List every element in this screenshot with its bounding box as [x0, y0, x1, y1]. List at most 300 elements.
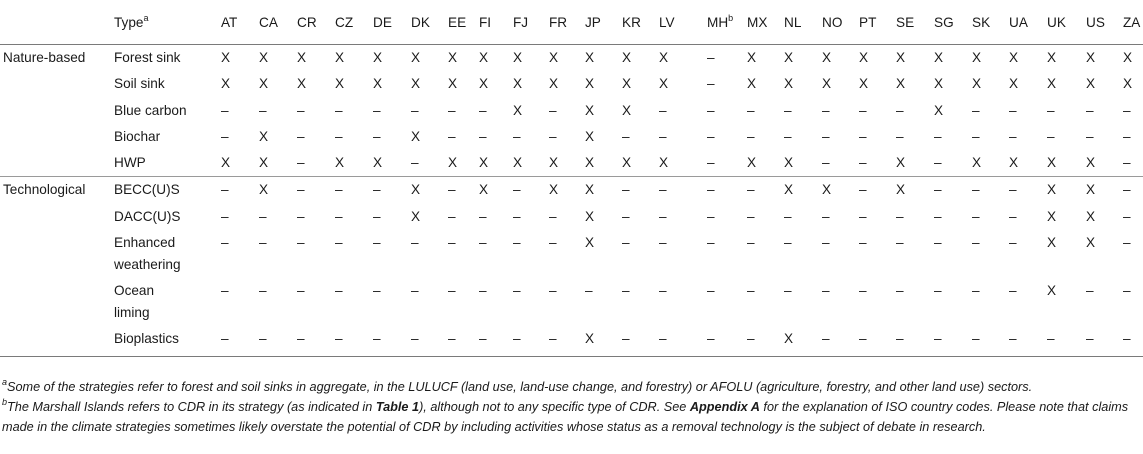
table-cell: X — [659, 50, 669, 65]
table-cell: X — [585, 177, 622, 204]
table-cell: – — [221, 208, 229, 224]
country-header-jp: JP — [585, 0, 622, 45]
table-cell: X — [896, 50, 906, 65]
footnote-a: $^a$Some of the strategies refer to forest and soil sinks in aggregate, in the LULUCF (land use, land-use change, and forestry) or AFOLU (agriculture, forestry, and other land use) sectors. — [2, 377, 1033, 394]
table-cell: X — [1009, 76, 1019, 92]
cdr-type-cell: Bioplastics — [114, 326, 221, 357]
table-cell: X — [513, 102, 523, 118]
table-cell: – — [259, 283, 267, 299]
table-cell: – — [1123, 235, 1131, 251]
table-cell: – — [335, 208, 343, 224]
table-cell: – — [1086, 102, 1094, 118]
table-cell: X — [335, 155, 345, 171]
table-cell: – — [479, 102, 487, 118]
country-header-cz: CZ — [335, 0, 373, 45]
table-cell: – — [859, 102, 867, 118]
table-cell: X — [585, 76, 595, 92]
table-row — [0, 177, 1143, 204]
table-cell: – — [784, 235, 792, 251]
table-cell: X — [1009, 50, 1019, 65]
table-footnotes — [2, 378, 1140, 437]
table-cell: – — [896, 283, 904, 299]
table-cell: – — [1009, 177, 1047, 204]
table-cell: – — [934, 155, 942, 171]
country-header-ee: EE — [448, 0, 479, 45]
country-header-se: SE — [896, 0, 934, 45]
table-cell: X — [659, 76, 669, 92]
table-cell: – — [859, 208, 867, 224]
table-row — [0, 150, 1143, 177]
table-cell: – — [784, 102, 792, 118]
table-cell: – — [373, 102, 381, 118]
country-header-ua: UA — [1009, 0, 1047, 45]
table-cell: X — [549, 76, 559, 92]
cdr-type-cell: HWP — [114, 155, 146, 171]
table-cell: – — [707, 76, 715, 92]
country-header-at: AT — [221, 0, 259, 45]
header-row — [0, 0, 1143, 45]
cdr-type-cell: DACC(U)S — [114, 208, 181, 224]
table-row — [0, 45, 1143, 72]
country-header-sg: SG — [934, 0, 972, 45]
country-header-nl: NL — [784, 0, 822, 45]
table-cell: – — [972, 102, 980, 118]
table-cell: – — [259, 326, 297, 357]
table-cell: X — [1047, 155, 1057, 171]
table-cell: – — [972, 208, 980, 224]
table-cell: – — [1086, 283, 1094, 299]
table-cell: – — [622, 177, 659, 204]
table-cell: – — [549, 326, 585, 357]
table-cell: – — [972, 128, 980, 144]
table-cell: – — [707, 208, 715, 224]
table-cell: X — [479, 76, 489, 92]
table-cell: – — [513, 283, 521, 299]
table-cell: – — [335, 128, 343, 144]
table-cell: – — [1009, 102, 1017, 118]
table-row — [0, 230, 1143, 278]
table-cell: – — [972, 283, 980, 299]
table-cell: – — [411, 283, 419, 299]
group-header-cell — [0, 0, 114, 45]
table-cell: – — [859, 235, 867, 251]
group-spacer — [0, 124, 114, 150]
table-cell: – — [747, 102, 755, 118]
table-cell: X — [972, 76, 982, 92]
country-header-pt: PT — [859, 0, 896, 45]
table-cell: – — [934, 208, 942, 224]
table-cell: X — [479, 155, 489, 171]
table-cell: – — [707, 128, 715, 144]
table-cell: – — [1009, 283, 1017, 299]
table-cell: – — [1047, 128, 1055, 144]
table-cell: X — [373, 155, 383, 171]
table-cell: – — [448, 326, 479, 357]
group-spacer — [0, 98, 114, 124]
table-cell: X — [549, 155, 559, 171]
table-cell: – — [513, 177, 549, 204]
cdr-type-cell: Biochar — [114, 128, 161, 144]
table-cell: X — [549, 50, 559, 65]
table-cell: – — [221, 283, 229, 299]
table-cell: X — [411, 76, 421, 92]
table-cell: – — [622, 283, 630, 299]
table-cell: X — [747, 155, 757, 171]
table-cell: X — [896, 177, 934, 204]
table-cell: – — [659, 235, 667, 251]
table-cell: X — [448, 155, 458, 171]
country-header-fj: FJ — [513, 0, 549, 45]
table-cell: X — [1009, 155, 1019, 171]
cdr-type-cell: Enhanced weathering — [114, 235, 181, 273]
country-header-us: US — [1086, 0, 1123, 45]
table-row — [0, 204, 1143, 230]
table-cell: X — [1123, 76, 1133, 92]
table-cell: – — [659, 177, 707, 204]
table-cell: – — [335, 235, 343, 251]
table-cell: X — [585, 128, 595, 144]
table-cell: – — [896, 208, 904, 224]
table-cell: X — [1047, 208, 1057, 224]
table-cell: – — [707, 283, 715, 299]
table-cell: – — [707, 235, 715, 251]
table-cell: X — [221, 76, 231, 92]
table-cell: – — [707, 102, 715, 118]
table-cell: – — [1123, 283, 1131, 299]
table-cell: – — [448, 208, 456, 224]
table-cell: – — [1047, 326, 1086, 357]
table-cell: X — [513, 50, 523, 65]
table-cell: – — [297, 326, 335, 357]
table-cell: – — [297, 128, 305, 144]
table-cell: X — [221, 155, 231, 171]
table-cell: X — [513, 155, 523, 171]
table-cell: – — [373, 235, 381, 251]
table-cell: – — [1123, 155, 1131, 171]
table-cell: – — [513, 326, 549, 357]
table-cell: X — [784, 76, 794, 92]
table-cell: – — [411, 102, 419, 118]
table-cell: – — [859, 128, 867, 144]
table-cell: – — [335, 283, 343, 299]
table-row — [0, 98, 1143, 124]
table-cell: X — [448, 50, 458, 65]
table-cell: – — [896, 326, 934, 357]
table-cell: – — [896, 102, 904, 118]
table-cell: X — [221, 50, 231, 65]
table-cell: – — [659, 128, 667, 144]
table-cell: – — [747, 326, 784, 357]
table-cell: X — [1086, 208, 1096, 224]
table-cell: X — [1047, 50, 1057, 65]
table-cell: – — [659, 283, 667, 299]
table-cell: X — [1086, 155, 1096, 171]
table-cell: – — [513, 208, 521, 224]
table-cell: – — [934, 128, 942, 144]
table-cell: – — [549, 208, 557, 224]
appendix-a-reference[interactable]: Appendix A — [689, 399, 760, 414]
country-header-lv: LV — [659, 0, 707, 45]
table-body — [0, 45, 1143, 357]
table-cell: – — [259, 235, 267, 251]
table-cell: – — [373, 128, 381, 144]
table-cell: X — [896, 76, 906, 92]
table-cell: – — [934, 177, 972, 204]
table-cell: – — [297, 155, 305, 171]
table-cell: – — [335, 326, 373, 357]
table-cell: – — [934, 235, 942, 251]
table-cell: – — [707, 50, 715, 65]
table-cell: – — [221, 177, 259, 204]
table-cell: X — [411, 177, 448, 204]
table-cell: – — [622, 235, 630, 251]
table-cell: X — [585, 208, 595, 224]
table-cell: X — [585, 235, 595, 251]
table-cell: X — [1047, 283, 1057, 299]
table-cell: X — [1047, 235, 1057, 251]
table-cell: – — [448, 177, 479, 204]
country-header-sk: SK — [972, 0, 1009, 45]
table-cell: – — [659, 102, 667, 118]
table-cell: X — [373, 50, 383, 65]
table-cell: – — [747, 283, 755, 299]
country-header-fr: FR — [549, 0, 585, 45]
table-cell: – — [822, 102, 830, 118]
table-cell: – — [1123, 128, 1131, 144]
table-cell: X — [622, 155, 632, 171]
table-cell: X — [411, 208, 421, 224]
table-cell: X — [259, 155, 269, 171]
group-spacer — [0, 204, 114, 230]
table-cell: X — [1086, 50, 1096, 65]
table-cell: – — [411, 235, 419, 251]
table-cell: – — [707, 326, 747, 357]
table-cell: – — [297, 235, 305, 251]
table-cell: X — [549, 177, 585, 204]
table-cell: – — [479, 208, 487, 224]
table-cell: X — [1047, 177, 1086, 204]
table-cell: X — [972, 155, 982, 171]
table-cell: – — [1123, 208, 1131, 224]
table-cell: X — [297, 76, 307, 92]
country-header-de: DE — [373, 0, 411, 45]
table-cell: – — [1123, 326, 1143, 357]
table-cell: – — [659, 208, 667, 224]
table-cell: – — [448, 128, 456, 144]
country-header-fi: FI — [479, 0, 513, 45]
table-cell: X — [411, 128, 421, 144]
table-cell: – — [934, 326, 972, 357]
table-row — [0, 278, 1143, 326]
table-cell: – — [297, 177, 335, 204]
table-cell: – — [335, 102, 343, 118]
table-row — [0, 326, 1143, 357]
table-cell: – — [822, 326, 859, 357]
table-cell: – — [479, 326, 513, 357]
table-cell: – — [373, 326, 411, 357]
table-cell: – — [297, 102, 305, 118]
table-cell: – — [1123, 177, 1143, 204]
table-row — [0, 124, 1143, 150]
cdr-type-cell: Blue carbon — [114, 102, 187, 118]
table-cell: X — [822, 177, 859, 204]
table-cell: – — [1009, 326, 1047, 357]
table-cell: – — [411, 326, 448, 357]
table-cell: – — [747, 128, 755, 144]
table-cell: – — [822, 128, 830, 144]
table-cell: – — [513, 235, 521, 251]
table-row — [0, 71, 1143, 97]
table-cell: – — [896, 128, 904, 144]
country-header-mx: MX — [747, 0, 784, 45]
table-cell: – — [822, 155, 830, 171]
table-cell: – — [259, 102, 267, 118]
type-header: Type$^a$ — [114, 0, 221, 45]
table-cell: – — [513, 128, 521, 144]
table-cell: – — [549, 128, 557, 144]
group-label: Technological — [0, 177, 114, 204]
country-header-ca: CA — [259, 0, 297, 45]
table-cell: – — [784, 208, 792, 224]
table-cell: – — [859, 155, 867, 171]
table-cell: – — [747, 208, 755, 224]
table-cell: X — [784, 155, 794, 171]
cdr-type-cell: Forest sink — [114, 50, 181, 65]
country-header-uk: UK — [1047, 0, 1086, 45]
table-cell: – — [221, 102, 229, 118]
table-cell: X — [622, 50, 632, 65]
table-cell: X — [448, 76, 458, 92]
table-cell: – — [934, 283, 942, 299]
table-cell: X — [822, 76, 832, 92]
table-cell: X — [859, 50, 869, 65]
table-cell: – — [859, 283, 867, 299]
table-cell: – — [549, 235, 557, 251]
table-cell: X — [934, 50, 944, 65]
table-cell: X — [259, 50, 269, 65]
table-cell: X — [784, 50, 794, 65]
table-cell: – — [585, 283, 593, 299]
table-cell: X — [896, 155, 906, 171]
table-cell: – — [1047, 102, 1055, 118]
table-cell: – — [448, 102, 456, 118]
table-cell: – — [221, 235, 229, 251]
table-cell: – — [373, 283, 381, 299]
table-cell: X — [585, 155, 595, 171]
table-cell: X — [259, 128, 269, 144]
table-header — [0, 0, 1143, 45]
footnote-b: $^b$The Marshall Islands refers to CDR in its strategy (as indicated in Table 1), although not to any specific type of CDR. See Appendix A for the explanation of ISO country codes. Please note that claims made in the climate strategies sometimes likely overstate the potential of CDR by including activities whose status as a removal technology is the subject of debate in research. — [2, 396, 1129, 434]
table-cell: – — [747, 177, 784, 204]
table-cell: – — [972, 177, 1009, 204]
table-cell: – — [549, 102, 557, 118]
country-header-kr: KR — [622, 0, 659, 45]
table-cell: – — [747, 235, 755, 251]
country-header-dk: DK — [411, 0, 448, 45]
cdr-type-cell: Soil sink — [114, 76, 165, 92]
country-header-cr: CR — [297, 0, 335, 45]
table-cell: – — [335, 177, 373, 204]
table-cell: X — [585, 50, 595, 65]
table-cell: – — [373, 208, 381, 224]
table-cell: – — [822, 235, 830, 251]
table-cell: X — [1086, 235, 1096, 251]
table-cell: X — [479, 177, 513, 204]
table-cell: – — [297, 208, 305, 224]
table-cell: X — [259, 76, 269, 92]
country-header-no: NO — [822, 0, 859, 45]
table-cell: – — [1009, 128, 1017, 144]
table-cell: – — [784, 283, 792, 299]
table-cell: – — [297, 283, 305, 299]
table-cell: – — [896, 235, 904, 251]
table-cell: – — [1009, 235, 1017, 251]
group-spacer — [0, 71, 114, 97]
table-cell: X — [335, 50, 345, 65]
table-cell: – — [659, 326, 707, 357]
table-cell: – — [221, 326, 259, 357]
table-cell: X — [259, 177, 297, 204]
table-cell: – — [972, 235, 980, 251]
table-cell: X — [622, 102, 632, 118]
country-header-mh: $MH^b$ — [707, 0, 747, 45]
group-spacer — [0, 326, 114, 357]
country-header-za: ZA — [1123, 0, 1143, 45]
group-spacer — [0, 278, 114, 326]
table-cell: X — [934, 76, 944, 92]
table-cell: X — [972, 50, 982, 65]
table-cell: – — [1086, 128, 1094, 144]
table-cell: X — [622, 76, 632, 92]
table-cell: X — [1123, 50, 1133, 65]
table-cell: X — [784, 326, 822, 357]
table-cell: – — [259, 208, 267, 224]
table-cell: – — [1086, 326, 1123, 357]
table-cell: X — [373, 76, 383, 92]
table-cell: – — [822, 283, 830, 299]
table-cell: X — [335, 76, 345, 92]
table-cell: – — [479, 128, 487, 144]
group-label: Nature-based — [3, 50, 86, 65]
table-cell: – — [411, 155, 419, 171]
table-cell: X — [1047, 76, 1057, 92]
table-cell: – — [859, 177, 896, 204]
table-cell: – — [859, 326, 896, 357]
table-cell: X — [297, 50, 307, 65]
cdr-type-cell: BECC(U)S — [114, 177, 221, 204]
table-cell: – — [707, 177, 747, 204]
table-1-reference[interactable]: Table 1 — [375, 399, 420, 414]
table-cell: X — [747, 50, 757, 65]
table-cell: – — [479, 235, 487, 251]
table-cell: X — [585, 326, 622, 357]
table-cell: X — [411, 50, 421, 65]
group-spacer — [0, 230, 114, 278]
table-cell: X — [859, 76, 869, 92]
table-cell: – — [479, 283, 487, 299]
table-cell: – — [373, 177, 411, 204]
table-cell: X — [784, 177, 822, 204]
table-cell: – — [622, 208, 630, 224]
table-cell: X — [513, 76, 523, 92]
table-cell: – — [1009, 208, 1017, 224]
table-cell: – — [622, 128, 630, 144]
table-cell: X — [822, 50, 832, 65]
table-cell: – — [972, 326, 1009, 357]
table-cell: X — [1086, 76, 1096, 92]
table-cell: – — [707, 155, 715, 171]
table-cell: – — [221, 128, 229, 144]
